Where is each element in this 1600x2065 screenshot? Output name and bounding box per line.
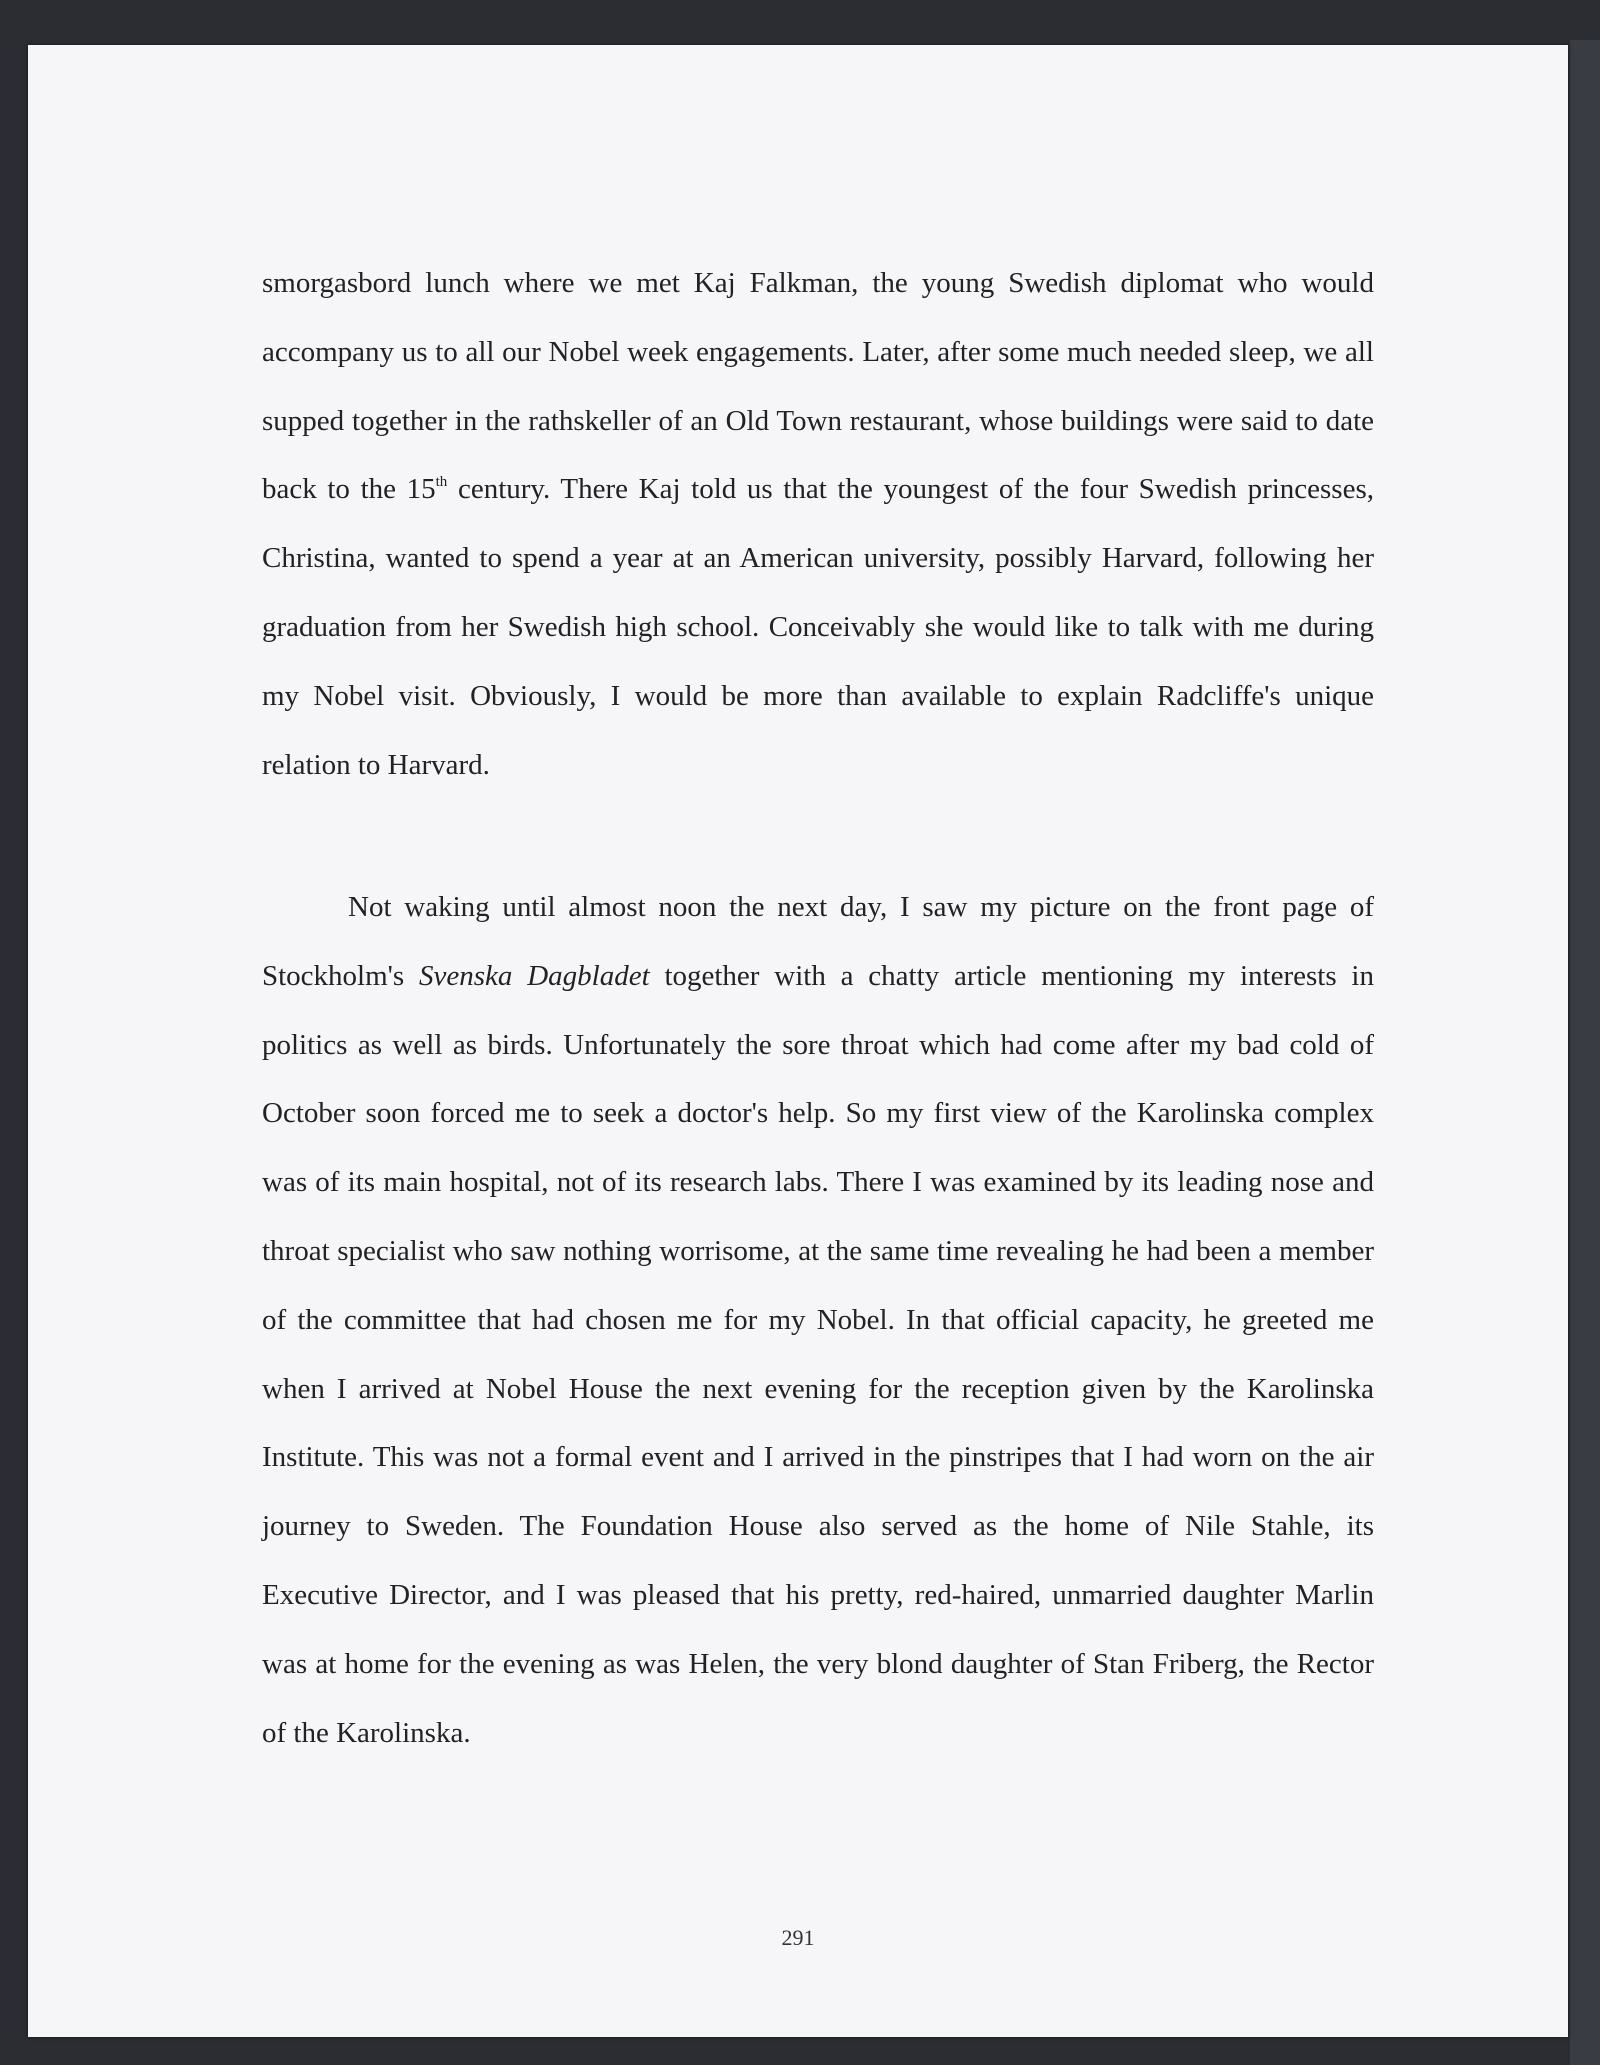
- document-page: [28, 45, 1568, 2037]
- page-number: 291: [781, 1925, 815, 1950]
- newspaper-title: Svenska Dagbladet: [419, 959, 650, 992]
- paragraph-1-text-a: smorgasbord lunch where we met Kaj Falkman, the young Swedish diplomat who would accompany us to all our Nobel week engagements. Later, after some much needed sleep, we all supped together in the rathskeller of an Old Town restaurant, whose buildings were said to date back to the 15: [262, 267, 1374, 506]
- backing-sheet: [1570, 40, 1600, 2065]
- paragraph-1: [262, 249, 1374, 799]
- paragraph-2-text-a: Not waking until almost noon the next day, I saw my picture on the front page of Stockholm's: [262, 891, 1374, 992]
- paragraph-2-text-b: together with a chatty article mentioning my interests in politics as well as birds. Unfortunately the sore throat which had come after my bad cold of October soon forced me to seek a doctor's help. So my first view of the Karolinska complex was of its main hospital, not of its research labs. There I was examined by its leading nose and throat specialist who saw nothing worrisome, at the same time revealing he had been a member of the committee that had chosen me for my Nobel. In that official capacity, he greeted me when I arrived at Nobel House the next evening for the reception given by the Karolinska Institute. This was not a formal event and I arrived in the pinstripes that I had worn on the air journey to Sweden. The Foundation House also served as the home of Nile Stahle, its Executive Director, and I was pleased that his pretty, red-haired, unmarried daughter Marlin was at home for the evening as was Helen, the very blond daughter of Stan Friberg, the Rector of the Karolinska.: [262, 959, 1374, 1749]
- superscript-th: th: [435, 474, 448, 491]
- paragraph-2: [262, 873, 1374, 1767]
- paragraph-1-text-b: century. There Kaj told us that the youngest of the four Swedish princesses, Christina, wanted to spend a year at an American university, possibly Harvard, following her graduation from her Swedish high school. Conceivably she would like to talk with me during my Nobel visit. Obviously, I would be more than available to explain Radcliffe's unique relation to Harvard.: [262, 473, 1375, 781]
